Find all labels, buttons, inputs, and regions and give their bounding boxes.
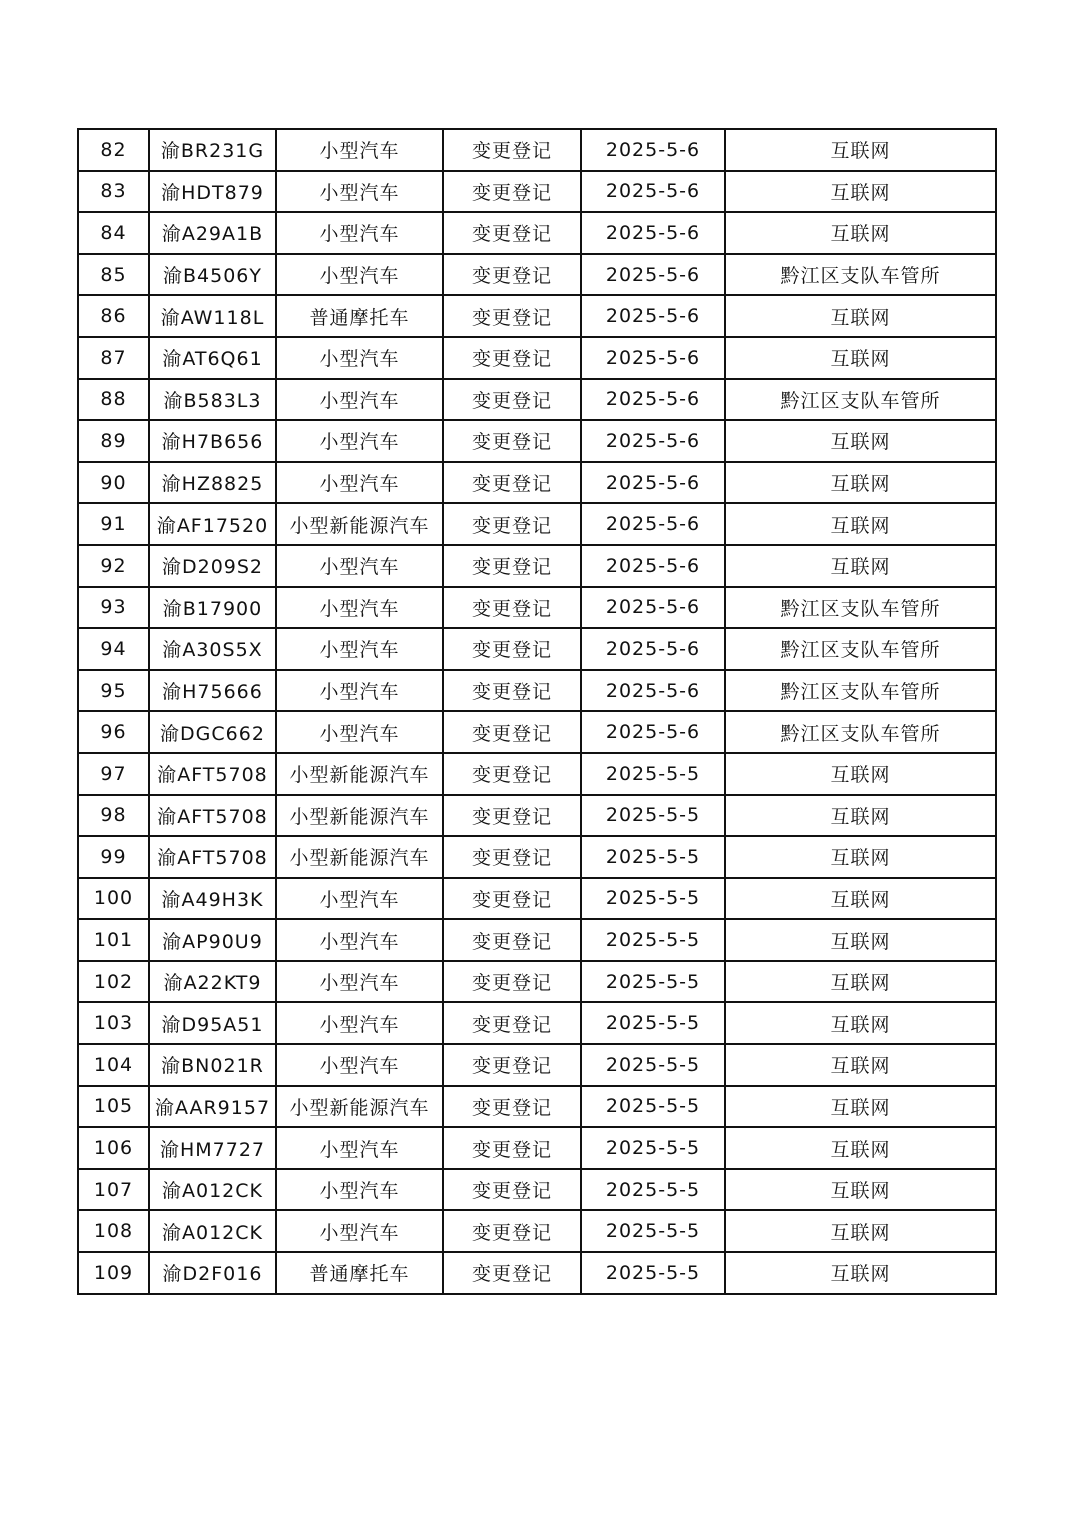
business-type-cell: 变更登记	[443, 1169, 581, 1211]
plate-number-cell: 渝D209S2	[149, 545, 276, 587]
plate-number-cell: 渝A22KT9	[149, 961, 276, 1003]
date-cell: 2025-5-6	[581, 462, 725, 504]
office-cell: 互联网	[725, 1044, 996, 1086]
table-row	[78, 503, 996, 545]
row-number-cell: 98	[78, 795, 149, 837]
row-number-cell: 101	[78, 919, 149, 961]
vehicle-type-cell: 小型汽车	[276, 1127, 443, 1169]
table-row	[78, 545, 996, 587]
office-cell: 互联网	[725, 919, 996, 961]
row-number-cell: 108	[78, 1210, 149, 1252]
plate-number-cell: 渝BR231G	[149, 129, 276, 171]
table-row	[78, 795, 996, 837]
table-row	[78, 670, 996, 712]
plate-number-cell: 渝A012CK	[149, 1169, 276, 1211]
table-row	[78, 295, 996, 337]
table-row	[78, 337, 996, 379]
table-row	[78, 628, 996, 670]
date-cell: 2025-5-6	[581, 420, 725, 462]
vehicle-type-cell: 普通摩托车	[276, 1252, 443, 1294]
vehicle-type-cell: 小型新能源汽车	[276, 503, 443, 545]
row-number-cell: 107	[78, 1169, 149, 1211]
vehicle-type-cell: 小型汽车	[276, 212, 443, 254]
table-row	[78, 1210, 996, 1252]
business-type-cell: 变更登记	[443, 295, 581, 337]
vehicle-type-cell: 小型汽车	[276, 878, 443, 920]
office-cell: 互联网	[725, 171, 996, 213]
table-row	[78, 1169, 996, 1211]
date-cell: 2025-5-6	[581, 129, 725, 171]
plate-number-cell: 渝HZ8825	[149, 462, 276, 504]
plate-number-cell: 渝A29A1B	[149, 212, 276, 254]
plate-number-cell: 渝H7B656	[149, 420, 276, 462]
row-number-cell: 96	[78, 711, 149, 753]
office-cell: 互联网	[725, 1210, 996, 1252]
plate-number-cell: 渝A49H3K	[149, 878, 276, 920]
table-row	[78, 420, 996, 462]
business-type-cell: 变更登记	[443, 711, 581, 753]
table-row	[78, 1127, 996, 1169]
office-cell: 黔江区支队车管所	[725, 628, 996, 670]
table-row	[78, 711, 996, 753]
vehicle-type-cell: 小型新能源汽车	[276, 1086, 443, 1128]
office-cell: 互联网	[725, 129, 996, 171]
vehicle-type-cell: 小型汽车	[276, 1169, 443, 1211]
business-type-cell: 变更登记	[443, 1127, 581, 1169]
vehicle-type-cell: 小型汽车	[276, 337, 443, 379]
business-type-cell: 变更登记	[443, 1002, 581, 1044]
vehicle-type-cell: 小型汽车	[276, 254, 443, 296]
row-number-cell: 105	[78, 1086, 149, 1128]
date-cell: 2025-5-5	[581, 753, 725, 795]
plate-number-cell: 渝D2F016	[149, 1252, 276, 1294]
row-number-cell: 84	[78, 212, 149, 254]
vehicle-type-cell: 小型汽车	[276, 129, 443, 171]
table-row	[78, 1086, 996, 1128]
date-cell: 2025-5-5	[581, 795, 725, 837]
date-cell: 2025-5-6	[581, 171, 725, 213]
date-cell: 2025-5-6	[581, 545, 725, 587]
date-cell: 2025-5-6	[581, 670, 725, 712]
plate-number-cell: 渝AAR9157	[149, 1086, 276, 1128]
date-cell: 2025-5-6	[581, 503, 725, 545]
office-cell: 互联网	[725, 337, 996, 379]
table-row	[78, 1252, 996, 1294]
table-row	[78, 753, 996, 795]
date-cell: 2025-5-5	[581, 1252, 725, 1294]
vehicle-type-cell: 小型汽车	[276, 961, 443, 1003]
row-number-cell: 90	[78, 462, 149, 504]
vehicle-type-cell: 小型汽车	[276, 1210, 443, 1252]
office-cell: 互联网	[725, 795, 996, 837]
office-cell: 互联网	[725, 1252, 996, 1294]
vehicle-type-cell: 小型汽车	[276, 171, 443, 213]
vehicle-type-cell: 小型汽车	[276, 420, 443, 462]
plate-number-cell: 渝AF17520	[149, 503, 276, 545]
business-type-cell: 变更登记	[443, 919, 581, 961]
date-cell: 2025-5-6	[581, 295, 725, 337]
business-type-cell: 变更登记	[443, 420, 581, 462]
table-row	[78, 171, 996, 213]
vehicle-type-cell: 小型汽车	[276, 711, 443, 753]
business-type-cell: 变更登记	[443, 878, 581, 920]
business-type-cell: 变更登记	[443, 628, 581, 670]
date-cell: 2025-5-5	[581, 878, 725, 920]
business-type-cell: 变更登记	[443, 1210, 581, 1252]
date-cell: 2025-5-6	[581, 212, 725, 254]
date-cell: 2025-5-6	[581, 337, 725, 379]
office-cell: 互联网	[725, 1127, 996, 1169]
plate-number-cell: 渝AFT5708	[149, 795, 276, 837]
date-cell: 2025-5-6	[581, 628, 725, 670]
table-row	[78, 212, 996, 254]
plate-number-cell: 渝A30S5X	[149, 628, 276, 670]
office-cell: 互联网	[725, 462, 996, 504]
date-cell: 2025-5-6	[581, 587, 725, 629]
table-row	[78, 129, 996, 171]
plate-number-cell: 渝HDT879	[149, 171, 276, 213]
office-cell: 互联网	[725, 295, 996, 337]
business-type-cell: 变更登记	[443, 587, 581, 629]
business-type-cell: 变更登记	[443, 1086, 581, 1128]
plate-number-cell: 渝AFT5708	[149, 836, 276, 878]
vehicle-type-cell: 小型汽车	[276, 545, 443, 587]
vehicle-type-cell: 小型汽车	[276, 462, 443, 504]
business-type-cell: 变更登记	[443, 212, 581, 254]
row-number-cell: 82	[78, 129, 149, 171]
plate-number-cell: 渝H75666	[149, 670, 276, 712]
table-row	[78, 1044, 996, 1086]
vehicle-type-cell: 小型汽车	[276, 379, 443, 421]
date-cell: 2025-5-5	[581, 1002, 725, 1044]
office-cell: 互联网	[725, 1086, 996, 1128]
date-cell: 2025-5-5	[581, 1210, 725, 1252]
business-type-cell: 变更登记	[443, 171, 581, 213]
row-number-cell: 102	[78, 961, 149, 1003]
office-cell: 黔江区支队车管所	[725, 587, 996, 629]
row-number-cell: 91	[78, 503, 149, 545]
plate-number-cell: 渝B583L3	[149, 379, 276, 421]
business-type-cell: 变更登记	[443, 254, 581, 296]
date-cell: 2025-5-5	[581, 1127, 725, 1169]
date-cell: 2025-5-5	[581, 1086, 725, 1128]
business-type-cell: 变更登记	[443, 1044, 581, 1086]
plate-number-cell: 渝BN021R	[149, 1044, 276, 1086]
date-cell: 2025-5-6	[581, 254, 725, 296]
office-cell: 互联网	[725, 420, 996, 462]
office-cell: 互联网	[725, 753, 996, 795]
plate-number-cell: 渝DGC662	[149, 711, 276, 753]
date-cell: 2025-5-5	[581, 1169, 725, 1211]
plate-number-cell: 渝AW118L	[149, 295, 276, 337]
vehicle-type-cell: 小型汽车	[276, 919, 443, 961]
table-row	[78, 836, 996, 878]
office-cell: 互联网	[725, 836, 996, 878]
date-cell: 2025-5-6	[581, 711, 725, 753]
office-cell: 互联网	[725, 961, 996, 1003]
row-number-cell: 93	[78, 587, 149, 629]
row-number-cell: 92	[78, 545, 149, 587]
row-number-cell: 106	[78, 1127, 149, 1169]
office-cell: 互联网	[725, 878, 996, 920]
row-number-cell: 88	[78, 379, 149, 421]
row-number-cell: 100	[78, 878, 149, 920]
row-number-cell: 89	[78, 420, 149, 462]
date-cell: 2025-5-5	[581, 836, 725, 878]
plate-number-cell: 渝D95A51	[149, 1002, 276, 1044]
table-row	[78, 919, 996, 961]
vehicle-type-cell: 小型汽车	[276, 628, 443, 670]
office-cell: 黔江区支队车管所	[725, 711, 996, 753]
vehicle-type-cell: 小型新能源汽车	[276, 836, 443, 878]
office-cell: 黔江区支队车管所	[725, 379, 996, 421]
vehicle-type-cell: 小型汽车	[276, 670, 443, 712]
row-number-cell: 109	[78, 1252, 149, 1294]
plate-number-cell: 渝HM7727	[149, 1127, 276, 1169]
table-row	[78, 1002, 996, 1044]
business-type-cell: 变更登记	[443, 753, 581, 795]
plate-number-cell: 渝AFT5708	[149, 753, 276, 795]
row-number-cell: 86	[78, 295, 149, 337]
office-cell: 黔江区支队车管所	[725, 670, 996, 712]
business-type-cell: 变更登记	[443, 503, 581, 545]
business-type-cell: 变更登记	[443, 337, 581, 379]
office-cell: 互联网	[725, 1002, 996, 1044]
office-cell: 互联网	[725, 545, 996, 587]
row-number-cell: 99	[78, 836, 149, 878]
business-type-cell: 变更登记	[443, 836, 581, 878]
office-cell: 黔江区支队车管所	[725, 254, 996, 296]
business-type-cell: 变更登记	[443, 795, 581, 837]
date-cell: 2025-5-5	[581, 961, 725, 1003]
plate-number-cell: 渝A012CK	[149, 1210, 276, 1252]
table-row	[78, 961, 996, 1003]
table-row	[78, 379, 996, 421]
vehicle-type-cell: 小型汽车	[276, 1002, 443, 1044]
table-row	[78, 462, 996, 504]
plate-number-cell: 渝AP90U9	[149, 919, 276, 961]
business-type-cell: 变更登记	[443, 462, 581, 504]
vehicle-type-cell: 小型汽车	[276, 587, 443, 629]
row-number-cell: 85	[78, 254, 149, 296]
plate-number-cell: 渝B17900	[149, 587, 276, 629]
vehicle-type-cell: 普通摩托车	[276, 295, 443, 337]
date-cell: 2025-5-5	[581, 919, 725, 961]
table-row	[78, 878, 996, 920]
row-number-cell: 83	[78, 171, 149, 213]
business-type-cell: 变更登记	[443, 129, 581, 171]
row-number-cell: 87	[78, 337, 149, 379]
office-cell: 互联网	[725, 212, 996, 254]
business-type-cell: 变更登记	[443, 545, 581, 587]
row-number-cell: 103	[78, 1002, 149, 1044]
office-cell: 互联网	[725, 503, 996, 545]
row-number-cell: 104	[78, 1044, 149, 1086]
vehicle-type-cell: 小型汽车	[276, 1044, 443, 1086]
row-number-cell: 97	[78, 753, 149, 795]
date-cell: 2025-5-6	[581, 379, 725, 421]
vehicle-type-cell: 小型新能源汽车	[276, 753, 443, 795]
row-number-cell: 94	[78, 628, 149, 670]
plate-number-cell: 渝B4506Y	[149, 254, 276, 296]
business-type-cell: 变更登记	[443, 670, 581, 712]
business-type-cell: 变更登记	[443, 1252, 581, 1294]
table-body	[78, 129, 996, 1294]
table-row	[78, 587, 996, 629]
row-number-cell: 95	[78, 670, 149, 712]
vehicle-registration-table	[77, 128, 997, 1295]
plate-number-cell: 渝AT6Q61	[149, 337, 276, 379]
vehicle-type-cell: 小型新能源汽车	[276, 795, 443, 837]
business-type-cell: 变更登记	[443, 961, 581, 1003]
date-cell: 2025-5-5	[581, 1044, 725, 1086]
business-type-cell: 变更登记	[443, 379, 581, 421]
table-row	[78, 254, 996, 296]
office-cell: 互联网	[725, 1169, 996, 1211]
